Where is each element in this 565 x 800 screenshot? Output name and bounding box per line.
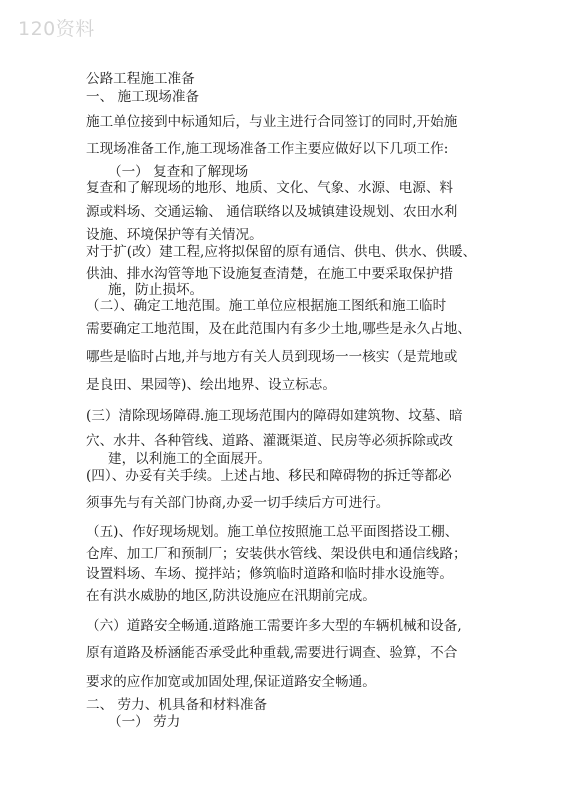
subsection-heading: （一） 劳力 (108, 714, 181, 730)
paragraph-line: 仓库、加工厂和预制厂；安装供水管线、架设供电和通信线路； (86, 546, 467, 562)
paragraph-line: 需要确定工地范围，及在此范围内有多少土地,哪些是永久占地、 (86, 321, 471, 337)
section-heading: 一、 施工现场准备 (86, 89, 200, 105)
paragraph-line: (三）清除现场障碍.施工现场范围内的障碍如建筑物、坟墓、暗 (86, 408, 463, 424)
paragraph-line: 设置料场、车场、搅拌站；修筑临时道路和临时排水设施等。 (86, 566, 454, 582)
subsection-heading: （一） 复查和了解现场 (108, 164, 249, 180)
paragraph-line: 对于扩(改）建工程,应将拟保留的原有通信、供电、供水、供暖、 (86, 244, 477, 260)
paragraph-line: 复查和了解现场的地形、地质、文化、气象、水源、电源、料 (86, 180, 454, 196)
paragraph-line: 建，以利施工的全面展开。 (108, 451, 272, 467)
paragraph-line: 哪些是临时占地,并与地方有关人员到现场一一核实（是荒地或 (86, 349, 458, 365)
paragraph-line: 供油、排水沟管等地下设施复查清楚，在施工中要采取保护措 (86, 266, 454, 282)
paragraph-line: 源或料场、交通运输、 通信联络以及城镇建设规划、农田水利 (86, 204, 458, 220)
document-title: 公路工程施工准备 (86, 71, 195, 87)
paragraph-line: （五)、作好现场规划。施工单位按照施工总平面图搭设工棚、 (86, 524, 459, 540)
paragraph-line: 是良田、果园等)、绘出地界、设立标志。 (86, 377, 336, 393)
paragraph-line: 原有道路及桥涵能否承受此种重载,需要进行调查、验算，不合 (86, 645, 458, 661)
paragraph-line: 在有洪水威胁的地区,防洪设施应在汛期前完成。 (86, 588, 376, 604)
watermark: 120资料 (18, 18, 95, 40)
paragraph-line: （二）、确定工地范围。施工单位应根据施工图纸和施工临时 (86, 298, 447, 314)
paragraph-line: (四）、办妥有关手续。上述占地、移民和障碍物的拆迁等都必 (86, 468, 452, 484)
section-heading: 二、 劳力、机具备和材料准备 (86, 697, 268, 713)
paragraph-line: 穴、水井、各种管线、道路、灌溉渠道、民房等必须拆除或改 (86, 433, 454, 449)
paragraph-line: 施，防止损坏。 (108, 282, 204, 298)
paragraph-line: 要求的应作加宽或加固处理,保证道路安全畅通。 (86, 674, 376, 690)
paragraph-line: 工现场准备工作,施工现场准备工作主要应做好以下几项工作: (86, 141, 449, 157)
paragraph-line: 施工单位接到中标通知后，与业主进行合同签订的同时,开始施 (86, 114, 458, 130)
paragraph-line: 须事先与有关部门协商,办妥一切手续后方可进行。 (86, 495, 390, 511)
paragraph-line: 设施、环境保护等有关情况。 (86, 227, 263, 243)
paragraph-line: （六）道路安全畅通.道路施工需要许多大型的车辆机械和设备, (86, 618, 462, 634)
